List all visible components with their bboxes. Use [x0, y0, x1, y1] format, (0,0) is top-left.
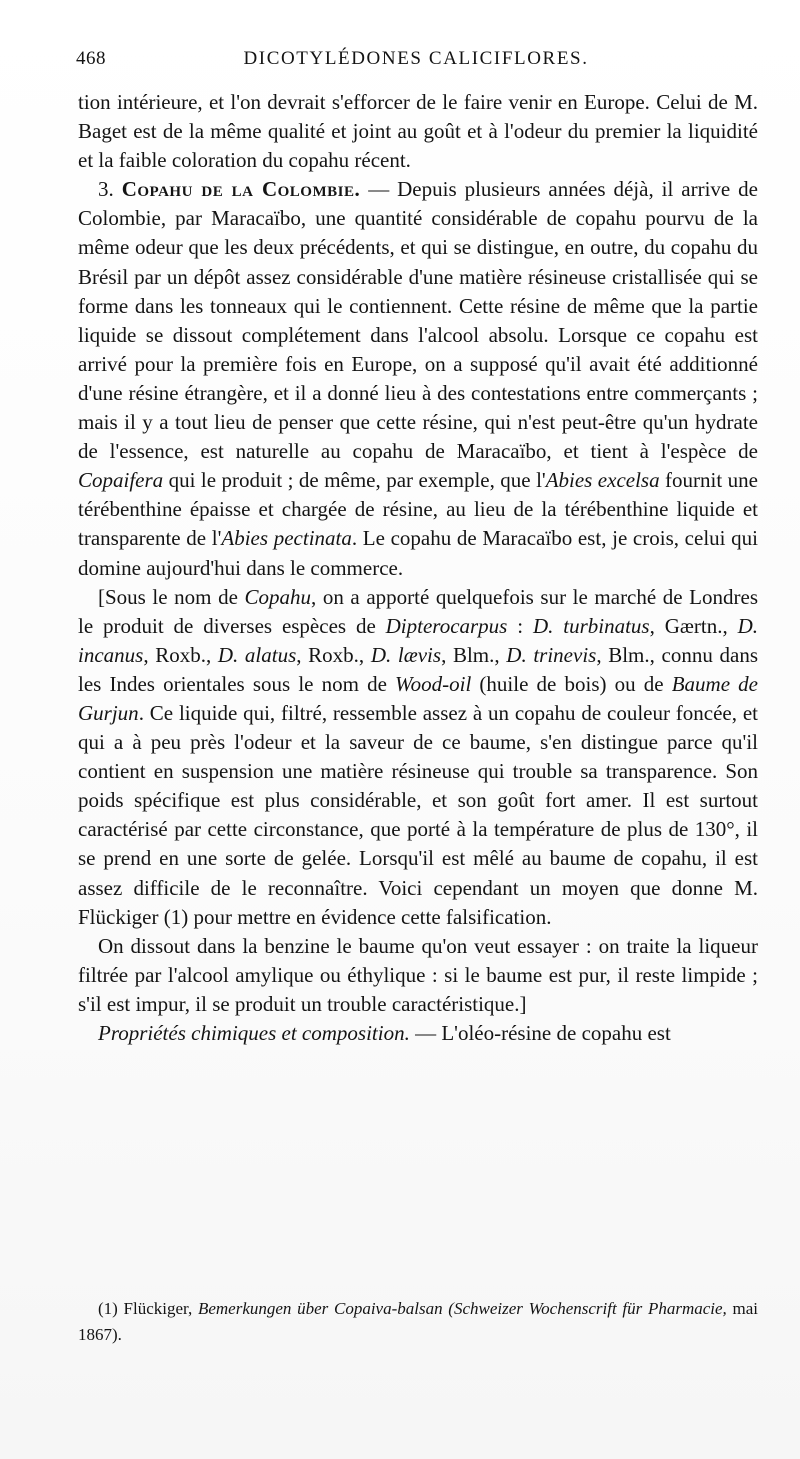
- page-header: [76, 48, 756, 80]
- paragraph-copahu-colombie: 3. Copahu de la Colombie. — Depuis plusieurs années déjà, il arrive de Colombie, par Maracaïbo, une quantité considérable de copahu pourvu de la même odeur que les deux précédents, et qui se distingue, en outre, du copahu du Brésil par un dépôt assez considérable d'une matière résineuse cristallisée qui se forme dans les tonneaux qui le contiennent. Cette résine de même que la partie liquide se dissout complétement dans l'alcool absolu. Lorsque ce copahu est arrivé pour la première fois en Europe, on a supposé qu'il avait été additionné d'une résine étrangère, et il a donné lieu à des contestations entre commerçants ; mais il y a tout lieu de penser que cette résine, qui n'est peut-être qu'un hydrate de l'essence, est naturelle au copahu de Maracaïbo, et tient à l'espèce de Copaifera qui le produit ; de même, par exemple, que l'Abies excelsa fournit une térébenthine épaisse et chargée de résine, au lieu de la térébenthine liquide et transparente de l'Abies pectinata. Le copahu de Maracaïbo est, je crois, celui qui domine aujourd'hui dans le commerce.: [78, 177, 759, 580]
- paragraph-benzine-test: On dissout dans la benzine le baume qu'on veut essayer : on traite la liqueur filtrée par l'alcool amylique ou éthylique : si le baume est pur, il reste limpide ; s'il est impur, il se produit un trouble caractéristique.]: [78, 933, 758, 1016]
- paragraph-dipterocarpus: [Sous le nom de Copahu, on a apporté quelquefois sur le marché de Londres le produit de diverses espèces de Dipterocarpus : D. turbinatus, Gærtn., D. incanus, Roxb., D. alatus, Roxb., D. lævis, Blm., D. trinevis, Blm., connu dans les Indes orientales sous le nom de Wood-oil (huile de bois) ou de Baume de Gurjun. Ce liquide qui, filtré, ressemble assez à un copahu de couleur foncée, et qui a à peu près l'odeur et la saveur de ce baume, s'en distingue parce qu'il contient en suspension une matière résineuse qui trouble sa transparence. Son poids spécifique est plus considérable, et son goût fort amer. Il est surtout caractérisé par cette circonstance, que porté à la température de plus de 130°, il se prend en une sorte de gelée. Lorsqu'il est mêlé au baume de copahu, il est assez difficile de le reconnaître. Voici cependant un moyen que donne M. Flückiger (1) pour mettre en évidence cette falsification.: [78, 584, 759, 929]
- subsection-title: Propriétés chimiques et composition.: [98, 1021, 410, 1045]
- footnote: (1) Flückiger, Bemerkungen über Copaiva-balsan (Schweizer Wochenscrift für Pharmacie, mai 1867).: [78, 1299, 758, 1344]
- paragraph-proprietes: Propriétés chimiques et composition. — L'oléo-résine de copahu est: [98, 1021, 671, 1045]
- section-title: Copahu de la Colombie.: [121, 177, 361, 202]
- page-number: 468: [76, 48, 106, 69]
- section-number: 3.: [98, 177, 114, 202]
- footnotes: [78, 1296, 758, 1348]
- body-text: [78, 88, 758, 1048]
- running-head: DICOTYLÉDONES CALICIFLORES.: [243, 48, 589, 69]
- paragraph-continuation: tion intérieure, et l'on devrait s'efforcer de le faire venir en Europe. Celui de M. Baget est de la même qualité et joint au goût et à l'odeur du premier la liquidité et la faible coloration du copahu récent.: [78, 90, 758, 173]
